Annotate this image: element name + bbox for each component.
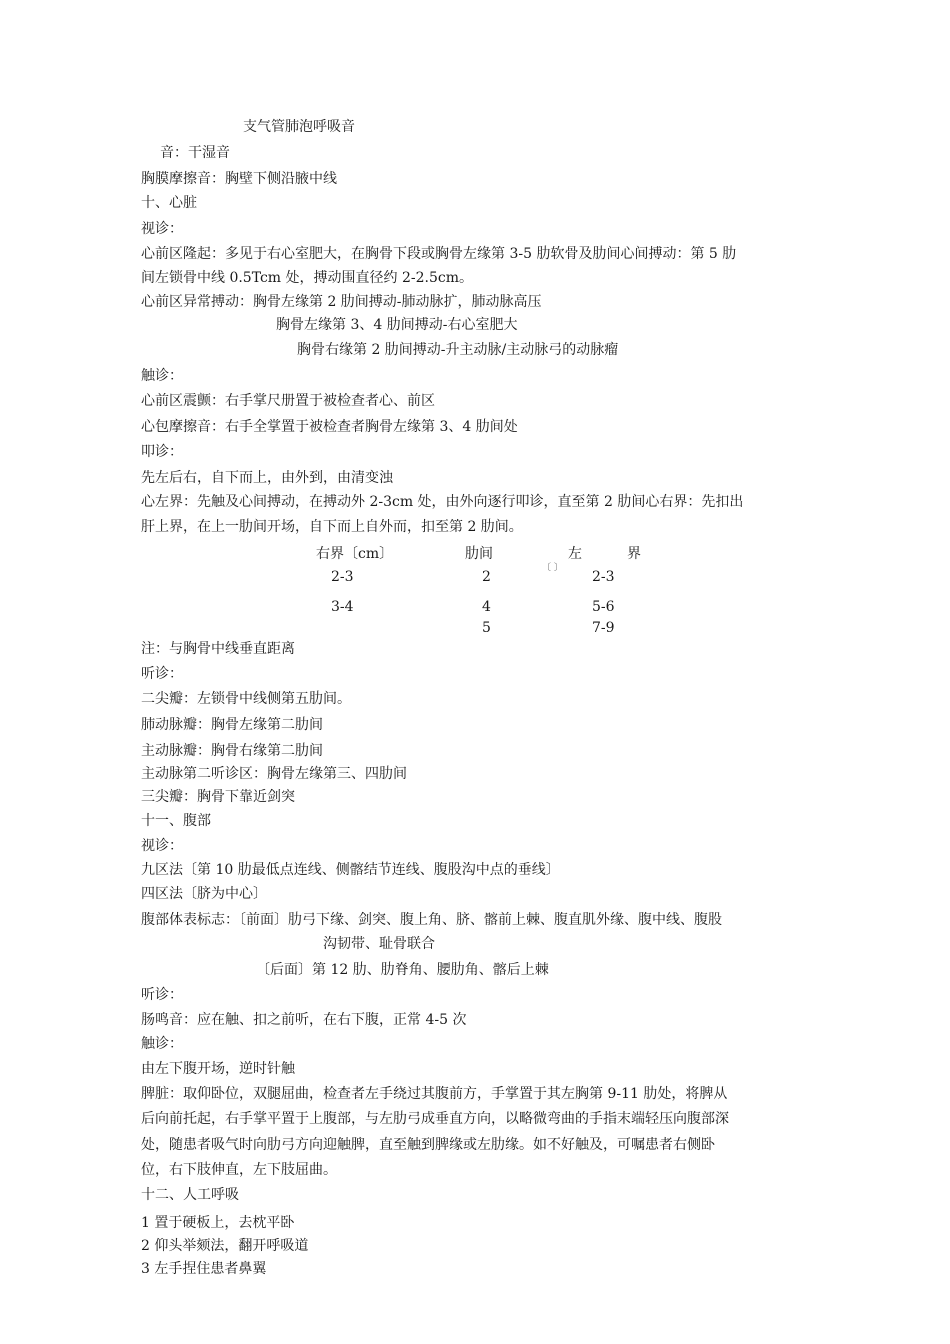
heading-breath-sound: 支气管肺泡呼吸音 <box>243 119 355 135</box>
text-line: 心包摩擦音：右手全掌置于被检查者胸骨左缘第 3、4 肋间处 <box>141 419 518 435</box>
table-header-left2: 界 <box>627 546 641 562</box>
table-cell-right: 3-4 <box>331 599 354 615</box>
section-heading-heart: 十、心脏 <box>141 195 197 211</box>
list-item: 2 仰头举颏法，翻开呼吸道 <box>141 1238 309 1254</box>
text-line: 音：干湿音 <box>160 145 230 161</box>
table-cell-mid: 5 <box>482 620 491 636</box>
text-line: 〔后面〕第 12 肋、肋脊角、腰肋角、髂后上棘 <box>256 962 549 978</box>
text-line: 脾脏：取仰卧位，双腿屈曲，检查者左手绕过其腹前方，手掌置于其左胸第 9-11 肋处，将脾从 <box>141 1086 728 1102</box>
text-line: 由左下腹开场，逆时针触 <box>141 1061 295 1077</box>
subheading-auscultation: 听诊： <box>141 666 183 682</box>
table-note: 注：与胸骨中线垂直距离 <box>141 641 295 657</box>
text-line: 四区法〔脐为中心〕 <box>141 886 267 902</box>
table-header-mid: 肋间 <box>465 546 493 562</box>
table-header-mark: 〔 〕 <box>542 563 563 573</box>
text-line: 主动脉第二听诊区：胸骨左缘第三、四肋间 <box>141 766 407 782</box>
subheading-auscultation: 听诊： <box>141 987 183 1003</box>
text-line: 九区法〔第 10 肋最低点连线、侧髂结节连线、腹股沟中点的垂线〕 <box>141 862 560 878</box>
text-line: 三尖瓣：胸骨下靠近剑突 <box>141 789 295 805</box>
text-line: 间左锁骨中线 0.5Tcm 处，搏动围直径约 2-2.5cm。 <box>141 270 474 286</box>
text-line: 后向前托起，右手掌平置于上腹部，与左肋弓成垂直方向，以略微弯曲的手指末端轻压向腹部深 <box>141 1111 729 1127</box>
list-item: 1 置于硬板上，去枕平卧 <box>141 1215 295 1231</box>
subheading-palpation: 触诊： <box>141 368 183 384</box>
text-line: 心前区隆起：多见于右心室肥大，在胸骨下段或胸骨左缘第 3-5 肋软骨及肋间心间搏动：第 5 肋 <box>141 246 737 262</box>
subheading-percussion: 叩诊： <box>141 444 183 460</box>
text-line: 二尖瓣：左锁骨中线侧第五肋间。 <box>141 691 351 707</box>
text-line: 沟韧带、耻骨联合 <box>323 936 435 952</box>
table-header-left1: 左 <box>568 546 582 562</box>
section-heading-abdomen: 十一、腹部 <box>141 813 211 829</box>
text-line: 肠鸣音：应在触、扣之前听，在右下腹，正常 4-5 次 <box>141 1012 467 1028</box>
text-line: 胸骨右缘第 2 肋间搏动-升主动脉/主动脉弓的动脉瘤 <box>297 342 619 358</box>
table-cell-mid: 2 <box>482 569 491 585</box>
table-cell-left: 7-9 <box>592 620 615 636</box>
text-line: 心前区异常搏动：胸骨左缘第 2 肋间搏动-肺动脉扩，肺动脉高压 <box>141 294 542 310</box>
text-line: 心前区震颤：右手掌尺册置于被检查者心、前区 <box>141 393 435 409</box>
table-cell-left: 5-6 <box>592 599 615 615</box>
text-line: 肺动脉瓣：胸骨左缘第二肋间 <box>141 717 323 733</box>
table-cell-right: 2-3 <box>331 569 354 585</box>
text-line: 先左后右，自下而上，由外到，由清变浊 <box>141 470 393 486</box>
table-cell-left: 2-3 <box>592 569 615 585</box>
text-line: 肝上界，在上一肋间开场，自下而上自外而，扣至第 2 肋间。 <box>141 519 523 535</box>
text-line: 处，随患者吸气时向肋弓方向迎触脾，直至触到脾缘或左肋缘。如不好触及，可嘱患者右侧卧 <box>141 1137 715 1153</box>
text-line: 主动脉瓣：胸骨右缘第二肋间 <box>141 743 323 759</box>
text-line: 位，右下肢伸直，左下肢屈曲。 <box>141 1162 337 1178</box>
text-line: 腹部体表标志：〔前面〕肋弓下缘、剑突、腹上角、脐、髂前上棘、腹直肌外缘、腹中线、腹股 <box>141 912 722 928</box>
subheading-palpation: 触诊： <box>141 1036 183 1052</box>
subheading-inspection: 视诊： <box>141 838 183 854</box>
subheading-inspection: 视诊： <box>141 221 183 237</box>
list-item: 3 左手捏住患者鼻翼 <box>141 1261 267 1277</box>
text-line: 心左界：先触及心间搏动，在搏动外 2-3cm 处，由外向逐行叩诊，直至第 2 肋间心右界：先扣出 <box>141 494 744 510</box>
table-header-right: 右界〔cm〕 <box>316 546 394 562</box>
section-heading-cpr: 十二、人工呼吸 <box>141 1187 239 1203</box>
table-cell-mid: 4 <box>482 599 491 615</box>
text-line: 胸骨左缘第 3、4 肋间搏动-右心室肥大 <box>276 317 518 333</box>
text-line: 胸膜摩擦音：胸壁下侧沿腋中线 <box>141 171 337 187</box>
